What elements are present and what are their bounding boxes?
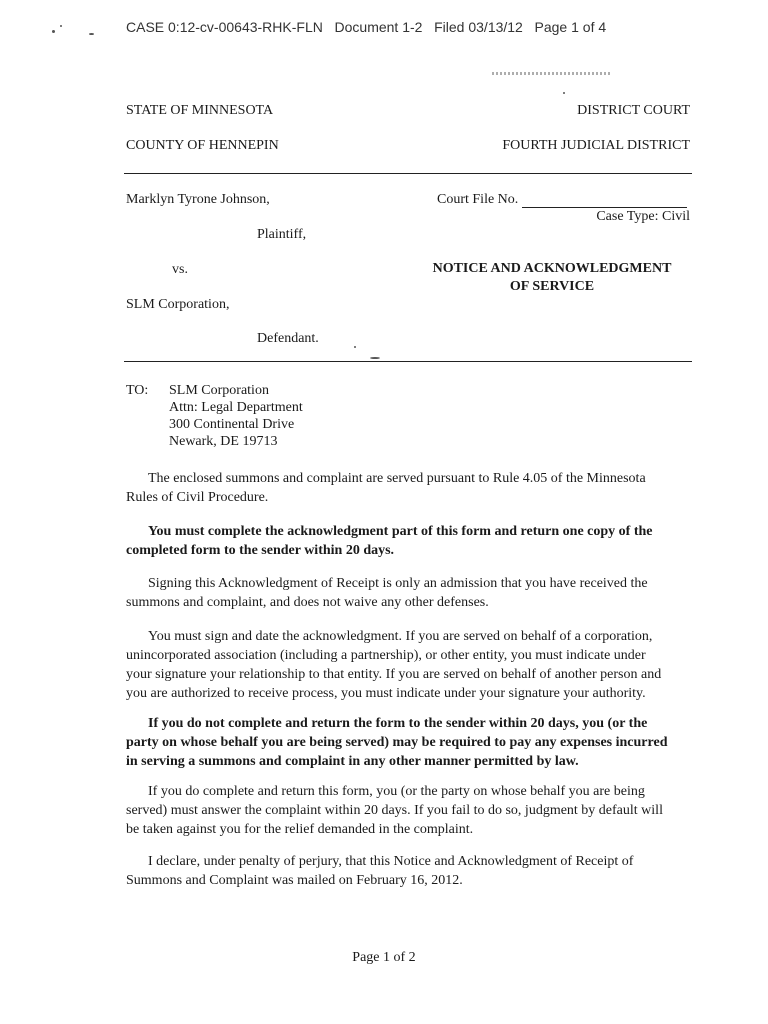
addressee-line1: SLM Corporation xyxy=(169,383,269,398)
plaintiff-role: Plaintiff, xyxy=(257,227,307,242)
caption-top-rule xyxy=(124,173,692,174)
scan-speck xyxy=(354,346,356,348)
paragraph-sign-and-date xyxy=(126,627,674,703)
document-title-line1: NOTICE AND ACKNOWLEDGMENT xyxy=(432,261,672,276)
caption-bottom-rule xyxy=(124,361,692,362)
court-file-number xyxy=(437,192,687,208)
document-title-line2: OF SERVICE xyxy=(509,279,595,294)
paragraph-text: Signing this Acknowledgment of Receipt is only an admission that you have received the summons and complaint, and does not waive any other defenses. xyxy=(126,576,648,610)
addressee-line4: Newark, DE 19713 xyxy=(169,434,278,449)
defendant-name: SLM Corporation, xyxy=(126,297,230,312)
scan-speck xyxy=(89,33,94,35)
scan-speck xyxy=(60,25,62,27)
defendant-role: Defendant. xyxy=(257,331,319,346)
plaintiff-name: Marklyn Tyrone Johnson, xyxy=(126,192,270,207)
court-label: DISTRICT COURT xyxy=(577,103,690,118)
paragraph-text: The enclosed summons and complaint are served pursuant to Rule 4.05 of the Minnesota Rules of Civil Procedure. xyxy=(126,471,646,505)
county-label: COUNTY OF HENNEPIN xyxy=(126,138,279,153)
scan-speck xyxy=(563,92,565,94)
court-file-label: Court File No. xyxy=(437,192,519,207)
court-file-blank xyxy=(522,193,687,208)
page-number: Page 1 of 2 xyxy=(352,950,416,965)
paragraph-expense-warning xyxy=(126,714,674,771)
paragraph-text: I declare, under penalty of perjury, that this Notice and Acknowledgment of Receipt of Summons and Complaint was mailed on February 16, 2012. xyxy=(126,854,634,888)
versus-label: vs. xyxy=(172,262,188,277)
scan-smudge xyxy=(492,72,612,75)
paragraph-answer-deadline xyxy=(126,782,674,839)
case-type: Case Type: Civil xyxy=(596,209,690,224)
district-label: FOURTH JUDICIAL DISTRICT xyxy=(502,138,690,153)
case-header-stamp: CASE 0:12-cv-00643-RHK-FLN Document 1-2 Filed 03/13/12 Page 1 of 4 xyxy=(126,19,607,35)
addressee-line2: Attn: Legal Department xyxy=(169,400,303,415)
paragraph-text: If you do not complete and return the form to the sender within 20 days, you (or the party on whose behalf you are being served) may be required to pay any expenses incurred in serving a summons and complaint in any other manner permitted by law. xyxy=(126,716,668,769)
to-label: TO: xyxy=(126,383,149,398)
paragraph-text: You must sign and date the acknowledgment. If you are served on behalf of a corporation, unincorporated association (including a partnership), or other entity, you must indicate under your signature your relationship to that entity. If you are served on behalf of another person and you are authorized to receive process, you must indicate under your signature your authority. xyxy=(126,629,662,701)
scan-speck xyxy=(370,357,380,359)
paragraph-admission xyxy=(126,574,674,612)
scan-speck xyxy=(52,30,55,33)
paragraph-rule-reference xyxy=(126,469,674,507)
state-label: STATE OF MINNESOTA xyxy=(126,103,274,118)
paragraph-text: If you do complete and return this form, you (or the party on whose behalf you are being served) must answer the complaint within 20 days. If you fail to do so, judgment by default will be taken against you for the relief demanded in the complaint. xyxy=(126,784,663,837)
addressee-line3: 300 Continental Drive xyxy=(169,417,295,432)
paragraph-return-instruction xyxy=(126,522,674,560)
paragraph-text: You must complete the acknowledgment part of this form and return one copy of the completed form to the sender within 20 days. xyxy=(126,524,653,558)
paragraph-declaration xyxy=(126,852,674,890)
